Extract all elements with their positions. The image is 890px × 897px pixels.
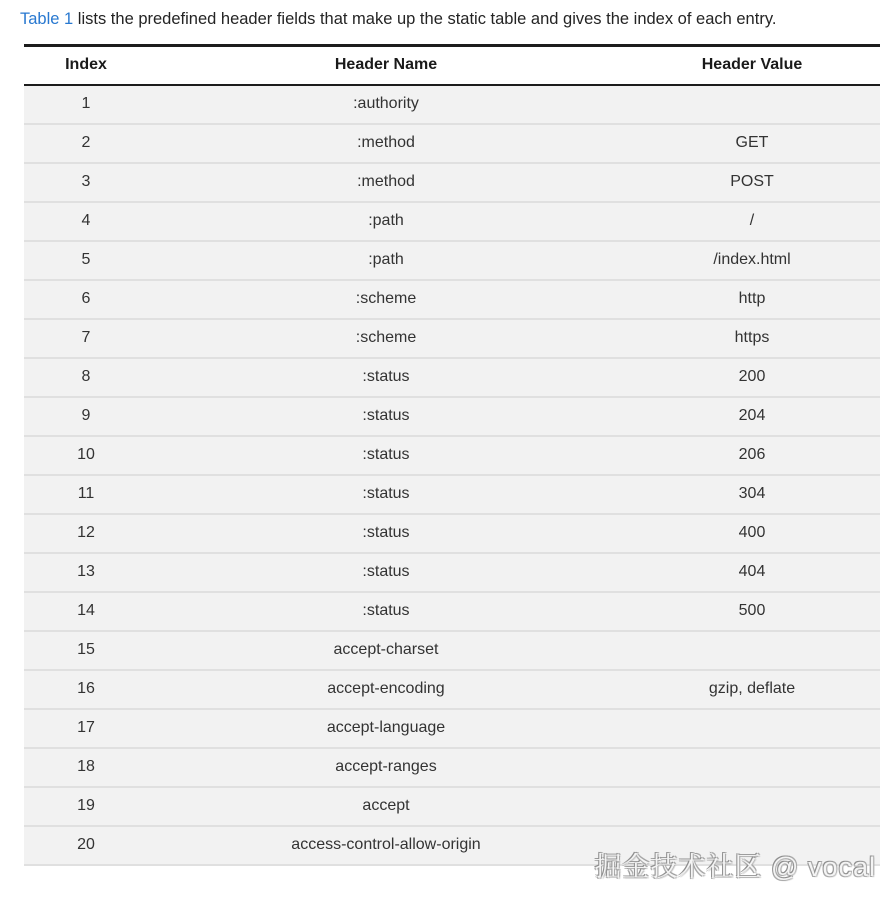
cell-header-name: :status [362,446,410,463]
cell-index: 10 [77,446,95,463]
cell-header-value [624,709,880,748]
cell-header-value: 404 [738,563,766,580]
cell-header-name: access-control-allow-origin [291,836,481,853]
cell-header-value: http [738,290,766,307]
cell-header-value: /index.html [713,251,791,268]
cell-index: 6 [81,290,91,307]
cell-header-value: / [749,212,755,229]
cell-header-value: GET [735,134,769,151]
cell-header-name: :scheme [355,290,417,307]
table-row [24,475,880,514]
cell-header-name: accept-ranges [335,758,437,775]
cell-header-name: :status [362,563,410,580]
cell-header-value [624,748,880,787]
article-page [0,7,890,897]
table-row [24,631,880,670]
cell-index: 17 [77,719,95,736]
table-1-link[interactable]: Table 1 [20,10,74,28]
table-row [24,280,880,319]
cell-header-value [624,85,880,124]
table-row [24,436,880,475]
column-header-name: Header Name [334,56,438,74]
cell-header-value: 206 [738,446,766,463]
table-body [24,85,880,865]
table-row [24,241,880,280]
cell-index: 13 [77,563,95,580]
table-row [24,709,880,748]
table-row [24,553,880,592]
cell-header-value: https [734,329,770,346]
cell-index: 2 [81,134,91,151]
table-row [24,163,880,202]
cell-index: 4 [81,212,91,229]
cell-header-name: :status [362,524,410,541]
cell-header-name: :status [362,602,410,619]
table-row [24,592,880,631]
table-row [24,358,880,397]
cell-header-name: :status [362,485,410,502]
cell-index: 12 [77,524,95,541]
cell-index: 20 [77,836,95,853]
table-head [24,46,880,85]
cell-index: 18 [77,758,95,775]
static-header-table [24,44,880,866]
column-header-value: Header Value [701,56,803,74]
cell-header-value [624,826,880,865]
cell-index: 9 [81,407,91,424]
cell-index: 15 [77,641,95,658]
cell-header-value: 500 [738,602,766,619]
cell-header-value: POST [730,173,774,190]
table-row [24,319,880,358]
cell-header-value: 204 [738,407,766,424]
cell-header-name: accept-language [326,719,446,736]
table-row [24,787,880,826]
cell-index: 5 [81,251,91,268]
intro-text: lists the predefined header fields that make up the static table and gives the index of each entry. [73,10,777,28]
cell-index: 3 [81,173,91,190]
table-row [24,514,880,553]
cell-header-value [624,787,880,826]
table-row [24,670,880,709]
cell-header-name: :method [357,173,415,190]
cell-index: 16 [77,680,95,697]
cell-index: 11 [77,485,95,502]
cell-header-name: accept-charset [333,641,439,658]
cell-index: 1 [81,95,91,112]
cell-header-name: :authority [353,95,419,112]
cell-header-value: 400 [738,524,766,541]
cell-header-name: :scheme [355,329,417,346]
cell-header-value: 304 [738,485,766,502]
cell-header-name: accept [362,797,410,814]
table-row [24,85,880,124]
cell-header-name: :status [362,368,410,385]
cell-index: 8 [81,368,91,385]
table-row [24,748,880,787]
table-header-row [24,46,880,85]
intro-paragraph [20,7,890,31]
cell-index: 7 [81,329,91,346]
table-row [24,124,880,163]
cell-header-value: gzip, deflate [708,680,796,697]
cell-index: 19 [77,797,95,814]
table-row [24,202,880,241]
cell-header-name: accept-encoding [327,680,445,697]
table-row [24,826,880,865]
cell-header-name: :method [357,134,415,151]
cell-header-value [624,631,880,670]
cell-header-value: 200 [738,368,766,385]
column-header-index: Index [65,56,107,74]
cell-header-name: :status [362,407,410,424]
cell-header-name: :path [368,251,404,268]
cell-header-name: :path [368,212,404,229]
cell-index: 14 [77,602,95,619]
table-row [24,397,880,436]
watermark: 掘金技术社区 @ vocal [594,852,876,882]
